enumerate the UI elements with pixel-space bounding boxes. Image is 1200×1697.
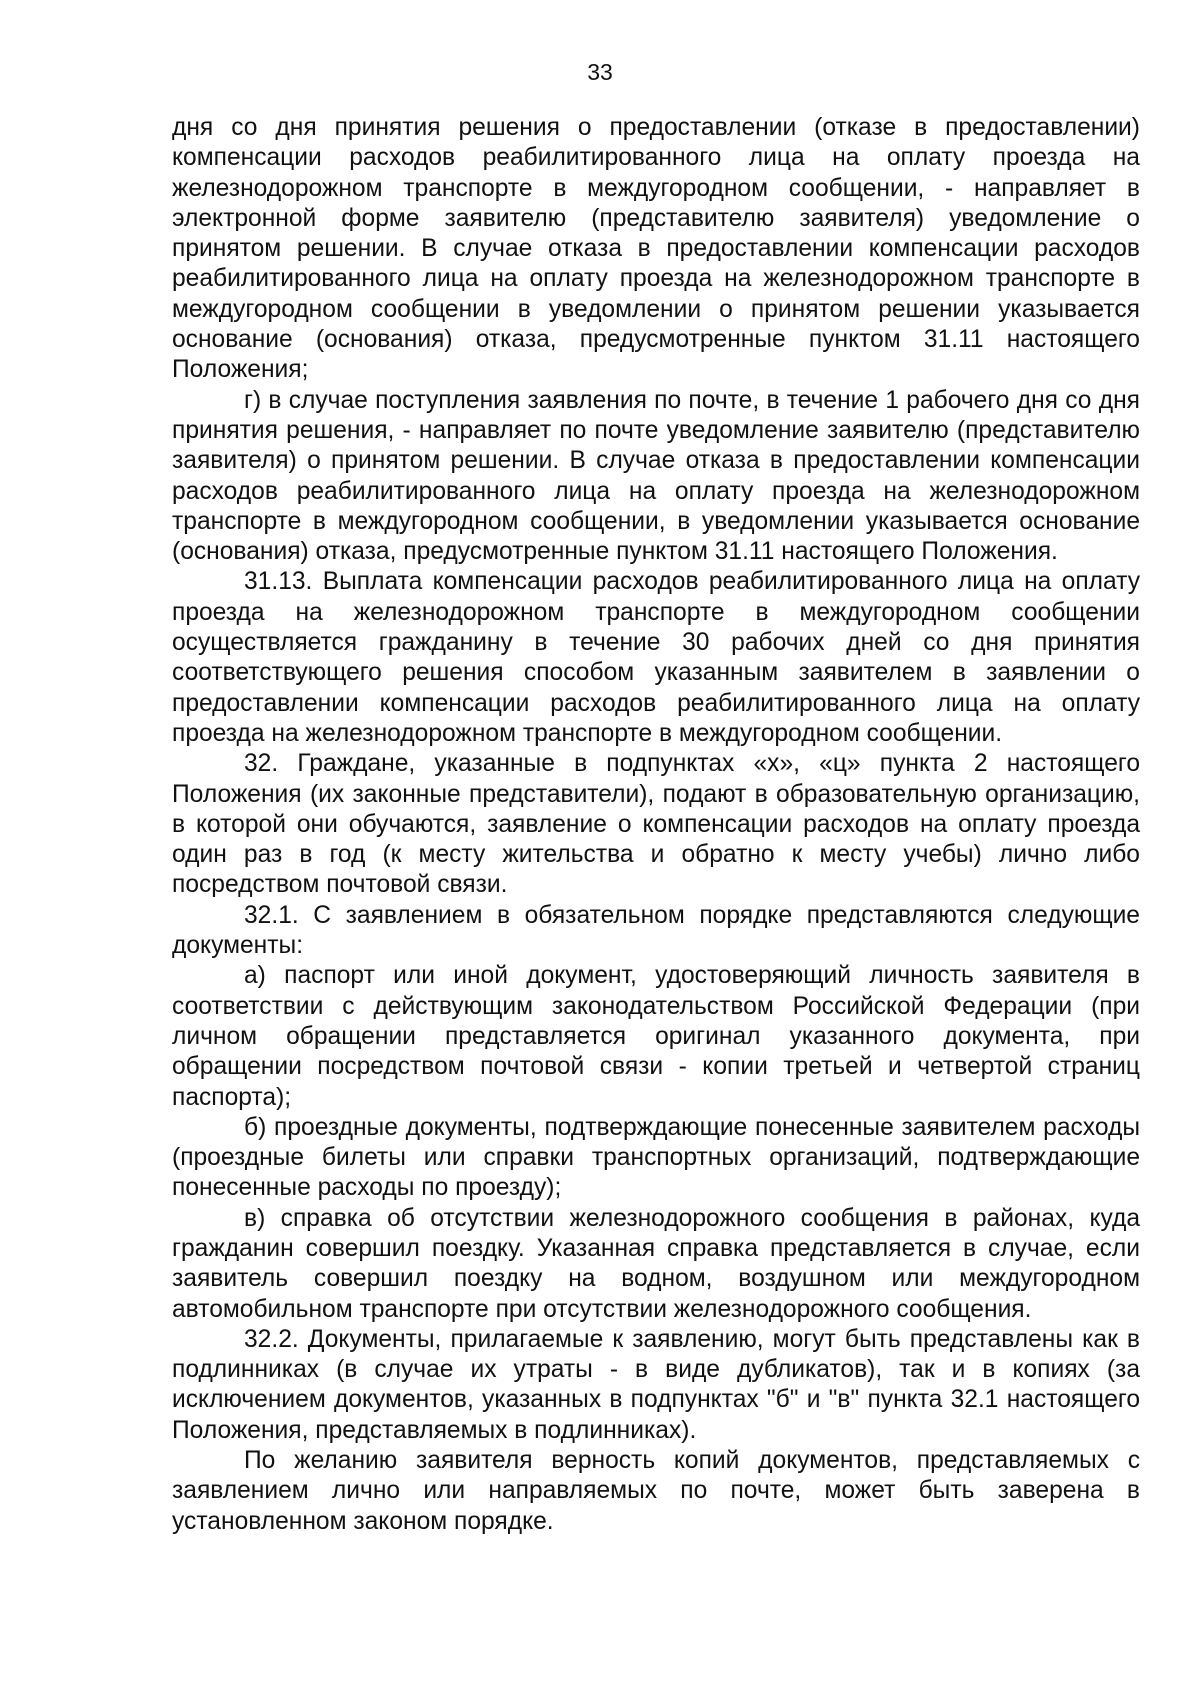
paragraph-item-v: в) справка об отсутствии железнодорожного сообщения в районах, куда гражданин совершил поездку. Указанная справка представляется в случае, если заявитель совершил поездку на водном, воздушном или междугородном автомобильном транспорте при отсутствии железнодорожного сообщения. — [172, 1204, 1140, 1323]
paragraph-certification: По желанию заявителя верность копий документов, представляемых с заявлением лично или направляемых по почте, может быть заверена в установленном законом порядке. — [172, 1447, 1140, 1535]
paragraph-item-b: б) проездные документы, подтверждающие понесенные заявителем расходы (проездные билеты или справки транспортных организаций, подтверждающие понесенные расходы по проезду); — [172, 1113, 1140, 1202]
paragraph-item-a: а) паспорт или иной документ, удостоверяющий личность заявителя в соответствии с действующим законодательством Российской Федерации (при личном обращении представляется оригинал указанного документа, при обращении посредством почтовой связи - копии третьей и четвертой страниц паспорта); — [172, 962, 1140, 1111]
paragraph-32-2: 32.2. Документы, прилагаемые к заявлению, могут быть представлены как в подлинниках (в случае их утраты - в виде дубликатов), так и в копиях (за исключением документов, указанных в подпунктах "б" и "в" пункта 32.1 настоящего Положения, представляемых в подлинниках). — [172, 1325, 1140, 1444]
page-number: 33 — [587, 59, 613, 85]
paragraph-item-g: г) в случае поступления заявления по почте, в течение 1 рабочего дня со дня принятия решения, - направляет по почте уведомление заявителю (представителю заявителя) о принятом решении. В случае отказа в предоставлении компенсации расходов реабилитированного лица на оплату проезда на железнодорожном транспорте в междугородном сообщении, в уведомлении указывается основание (основания) отказа, предусмотренные пунктом 31.11 настоящего Положения. — [172, 386, 1140, 566]
paragraph-continuation: дня со дня принятия решения о предоставлении (отказе в предоставлении) компенсации расходов реабилитированного лица на оплату проезда на железнодорожном транспорте в междугородном сообщении, - направляет в электронной форме заявителю (представителю заявителя) уведомление о принятом решении. В случае отказа в предоставлении компенсации расходов реабилитированного лица на оплату проезда на железнодорожном транспорте в междугородном сообщении в уведомлении о принятом решении указывается основание (основания) отказа, предусмотренные пунктом 31.11 настоящего Положения; — [172, 114, 1140, 384]
document-body — [172, 113, 1140, 1537]
paragraph-31-13: 31.13. Выплата компенсации расходов реабилитированного лица на оплату проезда на железнодорожном транспорте в междугородном сообщении осуществляется гражданину в течение 30 рабочих дней со дня принятия соответствующего решения способом указанным заявителем в заявлении о предоставлении компенсации расходов реабилитированного лица на оплату проезда на железнодорожном транспорте в междугородном сообщении. — [172, 568, 1140, 747]
paragraph-32-1: 32.1. С заявлением в обязательном порядке представляются следующие документы: — [172, 901, 1140, 960]
paragraph-32: 32. Граждане, указанные в подпунктах «х», «ц» пункта 2 настоящего Положения (их законные представители), подают в образовательную организацию, в которой они обучаются, заявление о компенсации расходов на оплату проезда один раз в год (к месту жительства и обратно к месту учебы) лично либо посредством почтовой связи. — [172, 750, 1140, 899]
